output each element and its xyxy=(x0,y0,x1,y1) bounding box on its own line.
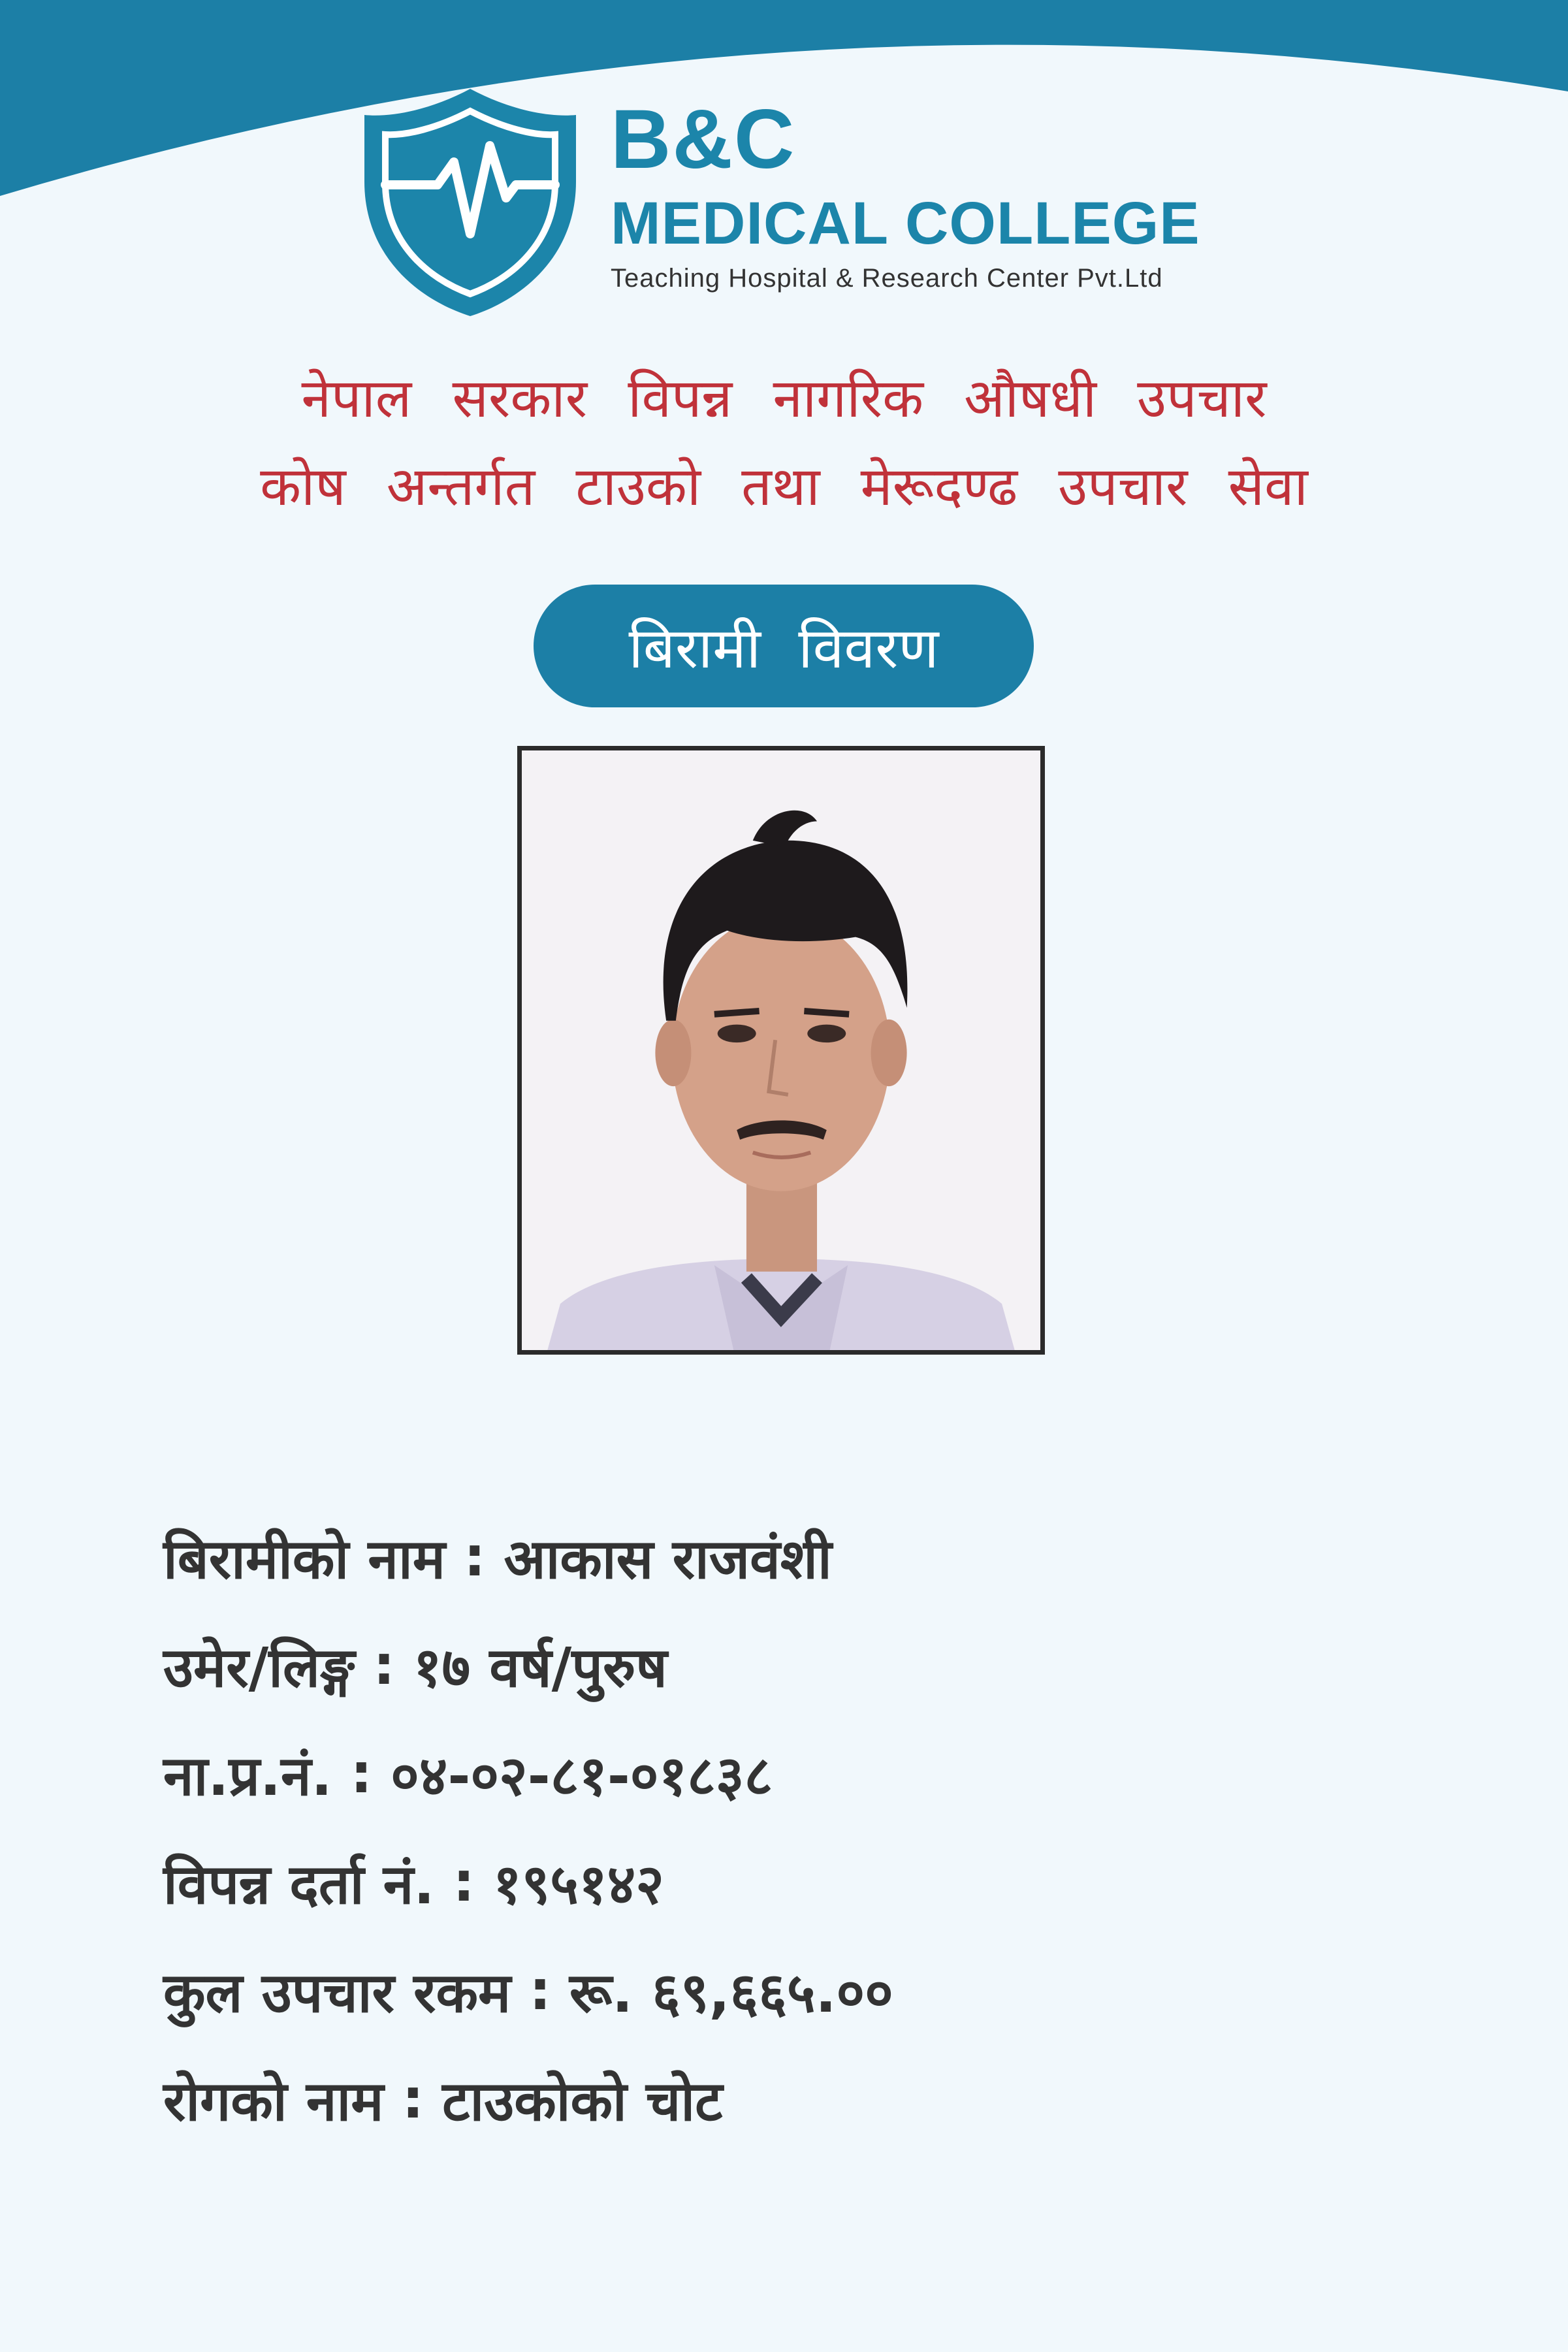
shield-heartbeat-icon xyxy=(359,84,581,320)
detail-row-registration-no xyxy=(163,1828,1469,1936)
brand-tagline: Teaching Hospital & Research Center Pvt.Ltd xyxy=(611,264,1163,293)
detail-separator: : xyxy=(373,1633,395,1697)
detail-row-disease-name xyxy=(163,2044,1469,2153)
detail-value: १९५१४२ xyxy=(492,1852,664,1916)
detail-label: कुल उपचार रकम xyxy=(163,1960,511,2025)
brand-block xyxy=(611,93,1200,293)
detail-row-treatment-amount xyxy=(163,1936,1469,2044)
detail-row-citizenship-no xyxy=(163,1719,1469,1828)
detail-row-patient-name xyxy=(163,1502,1469,1611)
program-heading-line-1: नेपाल सरकार विपन्न नागरिक औषधी उपचार xyxy=(301,368,1267,430)
detail-value: टाउकोको चोट xyxy=(442,2069,723,2133)
brand-subtitle: MEDICAL COLLEGE xyxy=(611,190,1200,257)
patient-photo-illustration xyxy=(522,750,1040,1350)
detail-value: आकास राजवंशी xyxy=(504,1526,832,1591)
section-title: बिरामी विवरण xyxy=(628,615,939,681)
patient-details xyxy=(163,1502,1469,2153)
detail-label: बिरामीको नाम xyxy=(163,1526,445,1591)
detail-label: ना.प्र.नं. xyxy=(163,1743,332,1808)
patient-photo xyxy=(517,746,1045,1355)
brand-name: B&C xyxy=(611,93,796,186)
detail-separator: : xyxy=(529,1958,551,2022)
detail-row-age-gender xyxy=(163,1611,1469,1719)
detail-label: रोगको नाम xyxy=(163,2069,384,2133)
program-heading-line-2: कोष अन्तर्गत टाउको तथा मेरूदण्ढ उपचार सेवा xyxy=(260,456,1308,518)
detail-value: ०४-०२-८१-०१८३८ xyxy=(391,1743,773,1808)
detail-separator: : xyxy=(453,1850,475,1914)
detail-separator: : xyxy=(402,2067,424,2131)
section-title-badge xyxy=(534,585,1034,707)
detail-value: रू. ६९,६६५.०० xyxy=(569,1960,893,2025)
detail-separator: : xyxy=(463,1524,486,1588)
detail-value: १७ वर्ष/पुरुष xyxy=(413,1635,667,1700)
detail-separator: : xyxy=(350,1741,373,1805)
detail-label: उमेर/लिङ्ग xyxy=(163,1635,355,1700)
detail-label: विपन्न दर्ता नं. xyxy=(163,1852,435,1916)
